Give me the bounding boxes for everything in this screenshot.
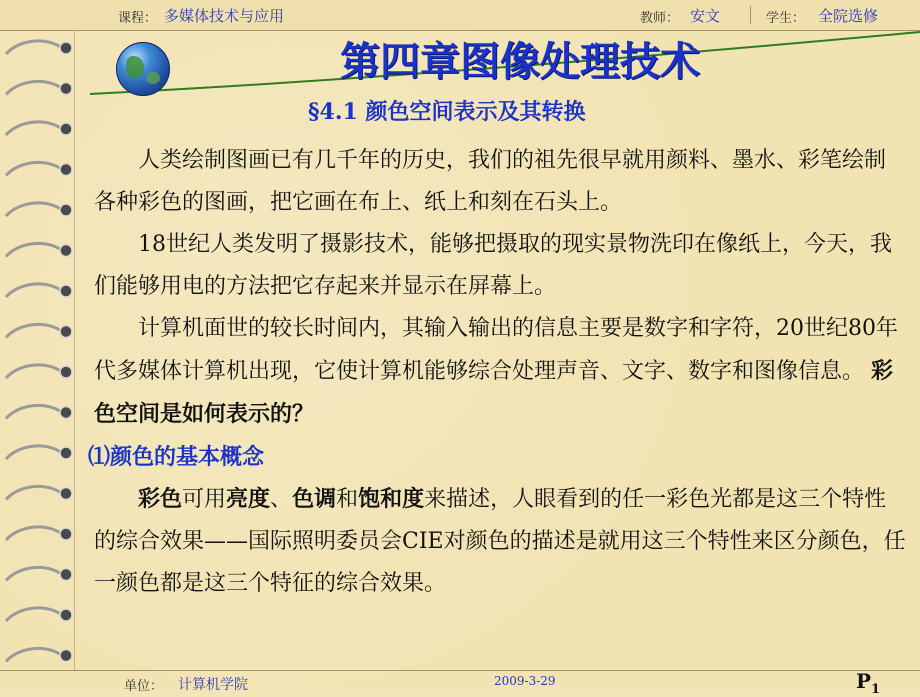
slide-body (88, 140, 906, 605)
binding-hole (60, 123, 72, 135)
binding-ring (6, 567, 62, 580)
binding-ring (6, 608, 62, 621)
footer-date: 2009-3-29 (494, 674, 556, 688)
page-number-sub: 1 (871, 682, 881, 697)
unit-value: 计算机学院 (178, 677, 248, 693)
slide-title: 第四章图像处理技术 (340, 39, 700, 85)
binding-hole (60, 407, 72, 419)
header-divider (750, 6, 751, 24)
binding-ring (6, 243, 62, 256)
binding-ring (6, 446, 62, 459)
binding-ring (6, 162, 62, 175)
binding-ring (6, 527, 62, 540)
course-label: 课程： (118, 11, 158, 26)
binding-ring (6, 365, 62, 378)
paragraph-2: 18世纪人类发明了摄影技术，能够把摄取的现实景物洗印在像纸上，今天，我们能够用电的方法把它存起来并显示在屏幕上。 (94, 232, 892, 299)
binding-ring (6, 81, 62, 94)
section-heading: ⑴颜色的基本概念 (88, 444, 265, 470)
teacher-label: 教师： (640, 11, 680, 26)
binding-hole (60, 83, 72, 95)
binding-hole (60, 609, 72, 621)
course-value: 多媒体技术与应用 (164, 7, 285, 25)
globe-icon (116, 42, 170, 96)
binding-hole (60, 488, 72, 500)
binding-ring (6, 405, 62, 418)
term-color: 彩色 (138, 486, 183, 512)
term-hue: 色调 (292, 486, 337, 512)
student-label: 学生： (766, 11, 806, 26)
binding-hole (60, 447, 72, 459)
binding-hole (60, 326, 72, 338)
header-bar (0, 0, 920, 31)
question-text: 彩色空间是如何表示的？ (94, 358, 894, 427)
footer-bar (0, 669, 920, 697)
binding-ring (6, 648, 62, 661)
binding-ring (6, 486, 62, 499)
unit-label: 单位： (124, 679, 164, 694)
binding-hole (60, 204, 72, 216)
term-brightness: 亮度 (226, 486, 271, 512)
binding-hole (60, 285, 72, 297)
page-number (856, 669, 880, 697)
text-comma: 、 (270, 487, 293, 512)
teacher-value: 安文 (690, 7, 721, 25)
term-saturation: 饱和度 (358, 486, 425, 512)
binding-ring (6, 324, 62, 337)
binding-ring (6, 284, 62, 297)
binding-hole (60, 528, 72, 540)
paragraph-3 (94, 308, 906, 436)
binding-hole (60, 42, 72, 54)
binding-ring (6, 203, 62, 216)
text-and: 和 (336, 487, 359, 512)
binding-ring (6, 41, 62, 54)
binding-ring (6, 122, 62, 135)
binding-hole (60, 164, 72, 176)
binding-hole (60, 245, 72, 257)
paragraph-4-rest: 来描述，人眼看到的任一彩色光都是这三个特性的综合效果——国际照明委员会CIE对颜色的描述是就用这三个特性来区分颜色，任一颜色都是这三个特征的综合效果。 (94, 487, 906, 596)
paragraph-1: 人类绘制图画已有几千年的历史，我们的祖先很早就用颜料、墨水、彩笔绘制各种彩色的图画，把它画在布上、纸上和刻在石头上。 (94, 148, 887, 215)
binding-hole (60, 650, 72, 662)
slide-subtitle: §4.1 颜色空间表示及其转换 (308, 99, 586, 125)
paragraph-4 (94, 478, 906, 605)
paragraph-3-text: 计算机面世的较长时间内，其输入输出的信息主要是数字和字符，20世纪80年代多媒体计算机出现，它使计算机能够综合处理声音、文字、数字和图像信息。 (94, 316, 898, 384)
text-can-use: 可用 (182, 487, 227, 512)
student-value: 全院选修 (818, 7, 879, 25)
spiral-binding-icon (0, 30, 80, 670)
binding-hole (60, 569, 72, 581)
page-number-main: P (856, 669, 872, 693)
binding-hole (60, 366, 72, 378)
